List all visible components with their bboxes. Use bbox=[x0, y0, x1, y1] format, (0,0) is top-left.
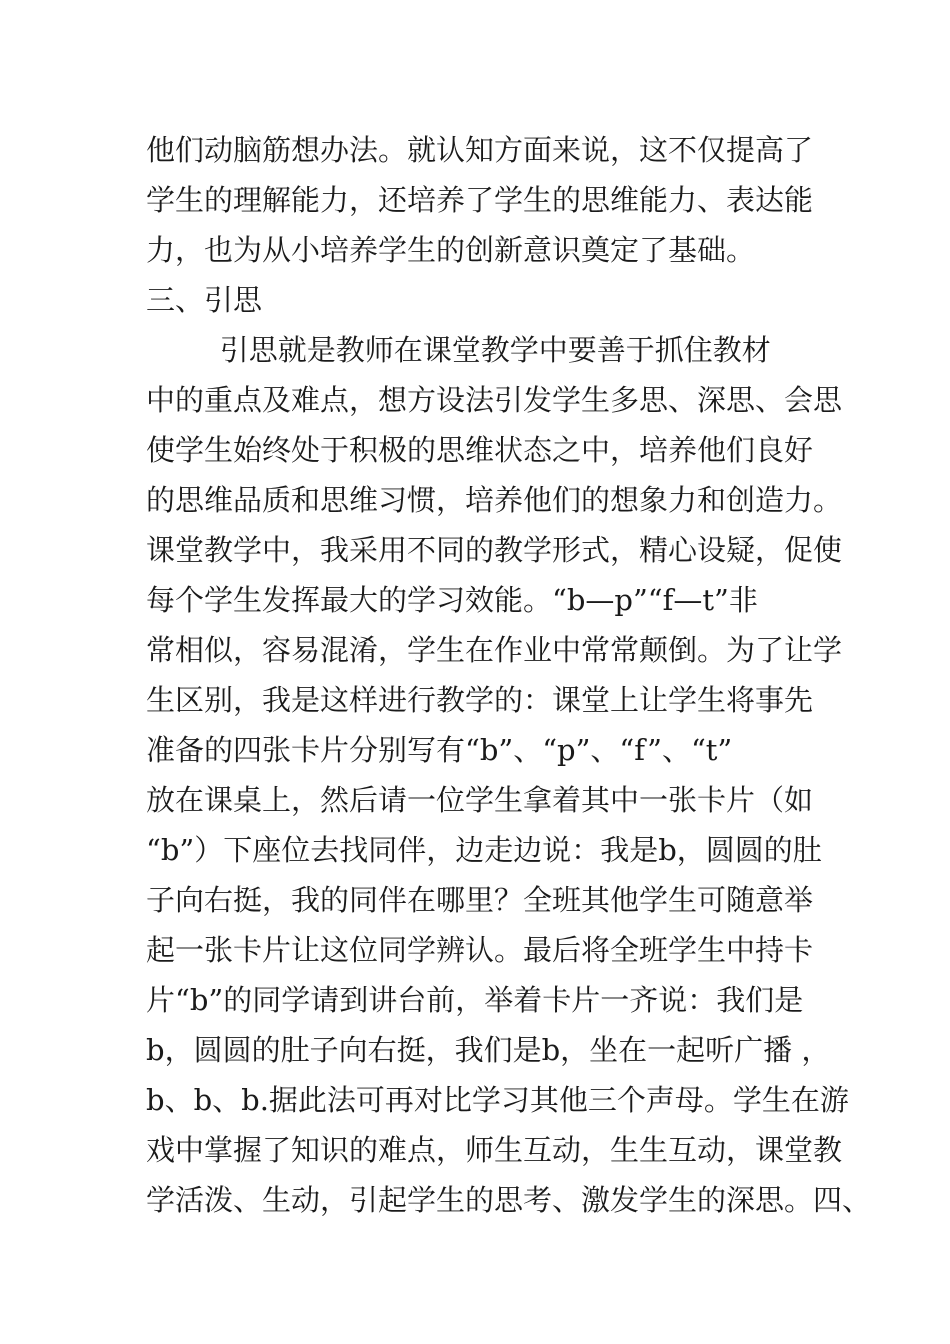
text-line: 戏中掌握了知识的难点，师生互动，生生互动，课堂教 bbox=[146, 1133, 843, 1167]
text-line: b、b、b.据此法可再对比学习其他三个声母。学生在游 bbox=[146, 1083, 849, 1117]
text-line: 准备的四张卡片分别写有“b”、“p”、“f”、“t” bbox=[146, 733, 733, 767]
text-line: 使学生始终处于积极的思维状态之中，培养他们良好 bbox=[146, 433, 814, 467]
text-line: 起一张卡片让这位同学辨认。最后将全班学生中持卡 bbox=[146, 933, 814, 967]
text-line: 课堂教学中，我采用不同的教学形式，精心设疑，促使 bbox=[146, 533, 843, 567]
text-line: 力，也为从小培养学生的创新意识奠定了基础。 bbox=[146, 233, 756, 267]
text-line: 的思维品质和思维习惯，培养他们的想象力和创造力。 bbox=[146, 483, 843, 517]
text-line: 放在课桌上，然后请一位学生拿着其中一张卡片（如 bbox=[146, 783, 814, 817]
text-line: 子向右挺，我的同伴在哪里？全班其他学生可随意举 bbox=[146, 883, 814, 917]
text-line: 他们动脑筋想办法。就认知方面来说，这不仅提高了 bbox=[146, 133, 814, 167]
text-line: 中的重点及难点，想方设法引发学生多思、深思、会思 bbox=[146, 383, 843, 417]
text-line: 常相似，容易混淆，学生在作业中常常颠倒。为了让学 bbox=[146, 633, 843, 667]
text-line: 生区别，我是这样进行教学的：课堂上让学生将事先 bbox=[146, 683, 814, 717]
text-line: 学活泼、生动，引起学生的思考、激发学生的深思。四、 bbox=[146, 1183, 872, 1217]
text-line: 学生的理解能力，还培养了学生的思维能力、表达能 bbox=[146, 183, 814, 217]
section-heading: 三、引思 bbox=[146, 283, 263, 317]
text-line: “b”）下座位去找同伴，边走边说：我是b，圆圆的肚 bbox=[146, 833, 822, 867]
text-line: 片“b”的同学请到讲台前，举着卡片一齐说：我们是 bbox=[146, 983, 804, 1017]
text-line: b，圆圆的肚子向右挺，我们是b，坐在一起听广播 ， bbox=[146, 1033, 831, 1067]
text-line: 引思就是教师在课堂教学中要善于抓住教材 bbox=[146, 333, 771, 367]
text-line: 每个学生发挥最大的学习效能。“b—p”“f—t”非 bbox=[146, 583, 758, 617]
